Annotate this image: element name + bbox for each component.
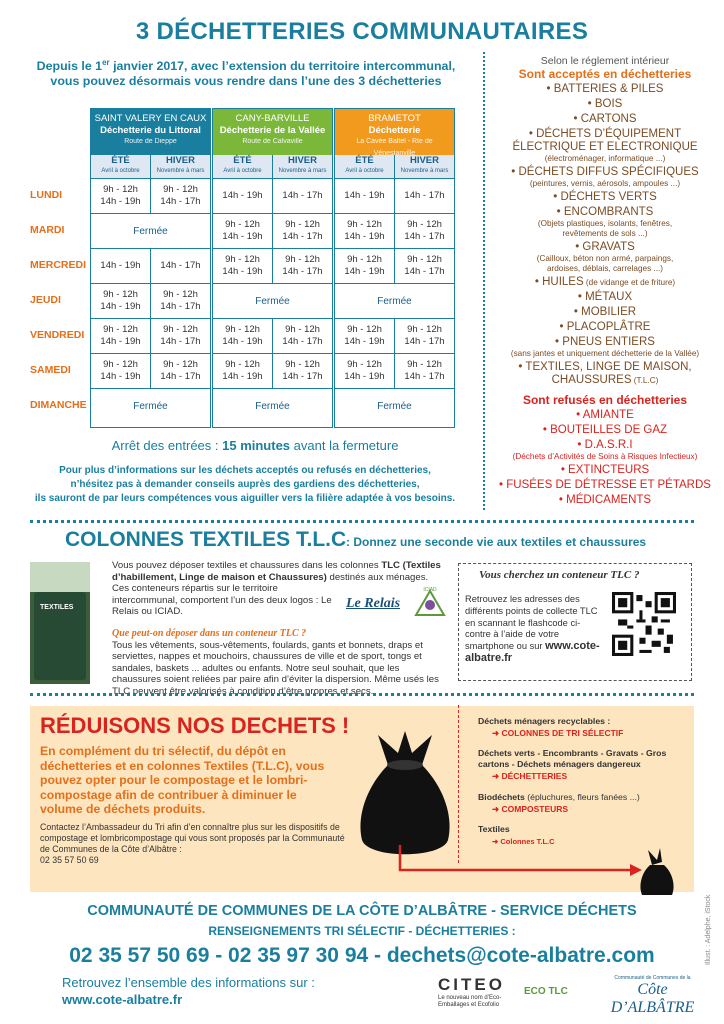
footer-subtitle: RENSEIGNEMENTS TRI SÉLECTIF - DÉCHETTERIES : (208, 924, 516, 938)
refused-item: • D.A.S.R.I (Déchets d’Activités de Soins à Risques Infectieux) (512, 439, 698, 461)
summer-hours: 9h - 12h 14h - 19h (344, 324, 385, 347)
schedule-row (335, 249, 454, 284)
season-header: ÉTÉ Avril à octobre HIVER Novembre à mars (213, 155, 332, 179)
ecotlc-logo: ECO TLC (524, 986, 568, 997)
ambassador-text: Contactez l’Ambassadeur du Tri afin d’en connaître plus sur les dispositifs de compostage et lombricompostage qui vous sont proposés par la Communauté de Communes de la Côte d’Albâtre : 02 35 57 50 69 (40, 822, 350, 866)
summer-hours: 9h - 12h 14h - 19h (100, 324, 141, 347)
winter-hours: 9h - 12h 14h - 17h (394, 214, 454, 248)
schedule-row (335, 214, 454, 249)
refused-item: • AMIANTE (576, 409, 634, 421)
summer-hours: 14h - 19h (100, 260, 141, 271)
accepted-item: • GRAVATS (Cailloux, béton non armé, parpaings, ardoises, déblais, carrelages ...) (536, 241, 674, 273)
winter-hours: 9h - 12h 14h - 17h (272, 319, 332, 353)
schedule-row (213, 319, 332, 354)
center-column (334, 108, 455, 428)
schedule-row (213, 389, 332, 424)
closed-label: Fermée (255, 401, 290, 412)
svg-text:ICIAD: ICIAD (423, 587, 437, 593)
winter-hours: 9h - 12h 14h - 17h (150, 179, 210, 213)
reduce-text: En complément du tri sélectif, du dépôt en déchetteries et en colonnes Textiles (T.L.C), vous pouvez opter pour le compostage et le lombri-compostage afin de contribuer à diminuer le volume de déchets produits. (40, 744, 325, 817)
day-label: SAMEDI (30, 364, 71, 376)
summer-hours: 9h - 12h 14h - 19h (344, 359, 385, 382)
center-column (212, 108, 333, 428)
winter-hours: 9h - 12h 14h - 17h (394, 354, 454, 388)
day-label: VENDREDI (30, 329, 85, 341)
accepted-item: • DÉCHETS VERTS (553, 191, 657, 203)
day-label: MERCREDI (30, 259, 87, 271)
vertical-divider (483, 52, 485, 510)
refused-title: Sont refusés en déchetteries (522, 393, 688, 407)
waste-flows: Déchets ménagers recyclables : ➜ COLONNES DE TRI SÉLECTIF Déchets verts - Encombrants - Gravats - Gros cartons - Déchets ménagers dangereux ➜ DÉCHETTERIES Biodéchets (épluchures, fleurs fanées ...) ➜ COMPOSTEURS Textiles ➜ Colonnes T.L.C (478, 716, 667, 846)
closed-label: Fermée (255, 295, 290, 307)
center-header: CANY-BARVILLE Déchetterie de la Vallée Route de Calvaville (213, 109, 332, 155)
qr-code-icon[interactable] (612, 592, 676, 656)
section-divider (30, 520, 694, 523)
accepted-item: • PNEUS ENTIERS (sans jantes et uniquement déchetterie de la Vallée) (510, 336, 700, 358)
accepted-item: • ENCOMBRANTS (Objets plastiques, isolants, fenêtres, revêtements de sols ...) (537, 206, 673, 238)
day-label: JEUDI (30, 294, 61, 306)
closed-label: Fermée (377, 295, 412, 307)
footer-title: COMMUNAUTÉ DE COMMUNES DE LA CÔTE D’ALBÂTRE - SERVICE DÉCHETS (87, 903, 637, 919)
more-info: Pour plus d’informations sur les déchets acceptés ou refusés en déchetteries, n’hésitez pas à demander conseils auprès des gardiens des déchetteries, ils sauront de par leurs compétences vous aiguiller vers la filière adaptée à vos besoins. (34, 465, 456, 504)
day-label: LUNDI (30, 189, 63, 201)
schedule-row (213, 354, 332, 389)
schedule-row (335, 389, 454, 424)
accepted-item: • BOIS (587, 98, 623, 110)
rules-intro: Selon le réglement intérieur (540, 55, 670, 67)
summer-hours: 14h - 19h (222, 190, 263, 201)
season-header: ÉTÉ Avril à octobre HIVER Novembre à mars (335, 155, 454, 179)
schedule-row (91, 354, 210, 389)
ambassador-phone: 02 35 57 50 69 (40, 855, 99, 865)
center-header: BRAMETOT Déchetterie La Cavée Baltel - Rte de Vénestanville (335, 109, 454, 155)
day-label: MARDI (30, 224, 65, 236)
schedule-row (213, 284, 332, 319)
page-title: 3 DÉCHETTERIES COMMUNAUTAIRES (135, 18, 589, 45)
schedule-row (91, 249, 210, 284)
schedule-row (91, 179, 210, 214)
summer-hours: 9h - 12h 14h - 19h (222, 324, 263, 347)
winter-hours: 9h - 12h 14h - 17h (272, 249, 332, 283)
day-label: DIMANCHE (30, 399, 87, 411)
refused-item: • BOUTEILLES DE GAZ (542, 424, 668, 436)
summer-hours: 9h - 12h 14h - 19h (344, 219, 385, 242)
contact-phones-email[interactable]: 02 35 57 50 69 - 02 35 97 30 94 - dechets@cote-albatre.com (69, 944, 655, 967)
summer-hours: 9h - 12h 14h - 19h (222, 219, 263, 242)
textiles-text: Vous pouvez déposer textiles et chaussures dans les colonnes TLC (Textiles d’habillement, Linge de maison et Chaussures) destinés aux ménages. Ces conteneurs répartis sur le territoire intercommunal, comportent l’un des deux logos : Le Relais ou ICIAD. Que peut-on déposer dans un conteneur TLC ? Tous les vêtements, sous-vêtements, foulards, gants et bonnets, draps et serviettes, nappes et mouchoirs, chaussures de ville et de sport, tongs et sandales, baskets ... adultes ou enfants. Notre seul souhait, que les chaussures soient reliées par paire afin d’éviter la dispersion. Même usés les TLC peuvent être valorisés à condition d’être propres et secs. (112, 560, 441, 697)
schedule-row (213, 214, 332, 249)
accepted-item: • CARTONS (573, 113, 637, 125)
refused-item: • MÉDICAMENTS (558, 494, 652, 506)
summer-hours: 14h - 19h (344, 190, 385, 201)
summer-hours: 9h - 12h 14h - 19h (100, 289, 141, 312)
schedule-row (91, 214, 210, 249)
accepted-item: • PLACOPLÂTRE (559, 321, 651, 333)
center-header: SAINT VALERY EN CAUX Déchetterie du Littoral Route de Dieppe (91, 109, 210, 155)
summer-hours: 9h - 12h 14h - 19h (100, 184, 141, 207)
reduce-title: RÉDUISONS NOS DECHETS ! (40, 713, 350, 738)
accepted-item: • DÉCHETS DIFFUS SPÉCIFIQUES (peintures, vernis, aérosols, ampoules ...) (511, 166, 699, 188)
rules-list (490, 55, 720, 507)
winter-hours: 9h - 12h 14h - 17h (272, 354, 332, 388)
summer-hours: 9h - 12h 14h - 19h (222, 359, 263, 382)
accepted-item: • TEXTILES, LINGE DE MAISON, CHAUSSURES (T.L.C) (518, 361, 692, 386)
winter-hours: 14h - 17h (394, 179, 454, 213)
schedule-row (335, 179, 454, 214)
winter-hours: 9h - 12h 14h - 17h (150, 354, 210, 388)
compost-arrow (380, 840, 690, 900)
summer-hours: 9h - 12h 14h - 19h (344, 254, 385, 277)
entry-stop-note: Arrêt des entrées : 15 minutes avant la fermeture (111, 438, 399, 453)
schedule-row (213, 179, 332, 214)
center-column (90, 108, 211, 428)
le-relais-logo: Le Relais (346, 596, 401, 611)
season-header: ÉTÉ Avril à octobre HIVER Novembre à mars (91, 155, 210, 179)
closed-label: Fermée (133, 401, 168, 412)
intro-text: Depuis le 1er janvier 2017, avec l’extension du territoire intercommunal, vous pouvez désormais vous rendre dans l’une des 3 déchetteries (36, 58, 456, 89)
accepted-item: • DÉCHETS D’ÉQUIPEMENT ÉLECTRIQUE ET ELECTRONIQUE (électroménager, informatique ...) (512, 128, 698, 163)
winter-hours: 14h - 17h (272, 179, 332, 213)
closed-label: Fermée (377, 401, 412, 412)
winter-hours: 9h - 12h 14h - 17h (272, 214, 332, 248)
schedule-row (335, 354, 454, 389)
textiles-title: COLONNES TEXTILES T.L.C (65, 528, 347, 551)
website-link[interactable]: www.cote-albatre.fr (465, 640, 600, 664)
textiles-subtitle: : Donnez une seconde vie aux textiles et chaussures (346, 535, 647, 549)
refused-item: • FUSÉES DE DÉTRESSE ET PÉTARDS (499, 479, 711, 491)
schedule-row (91, 284, 210, 319)
summer-hours: 9h - 12h 14h - 19h (222, 254, 263, 277)
illustration-credit: Illust. : Adelphe, iStock (705, 894, 712, 965)
cote-albatre-logo: Communauté de Communes de la Côte D’ALBÂTRE (610, 975, 695, 1016)
schedule-table (30, 108, 455, 428)
winter-hours: 9h - 12h 14h - 17h (150, 284, 210, 318)
accepted-title: Sont acceptés en déchetteries (518, 67, 692, 81)
refused-item: • EXTINCTEURS (560, 464, 650, 476)
section-divider (30, 693, 694, 696)
iciad-logo (412, 585, 448, 619)
schedule-row (91, 319, 210, 354)
summer-hours: 9h - 12h 14h - 19h (100, 359, 141, 382)
schedule-row (91, 389, 210, 424)
citeo-logo: CITEO Le nouveau nom d’Eco-Emballages et Ecofolio (438, 975, 505, 1008)
winter-hours: 9h - 12h 14h - 17h (394, 249, 454, 283)
closed-label: Fermée (133, 225, 168, 237)
schedule-row (213, 249, 332, 284)
accepted-item: • HUILES (de vidange et de friture) (534, 276, 676, 288)
schedule-row (335, 284, 454, 319)
textile-bin-photo: TEXTILES (30, 562, 90, 684)
footer-info-text: Retrouvez l’ensemble des informations sur : (62, 975, 315, 990)
footer-website-link[interactable]: www.cote-albatre.fr (62, 992, 183, 1007)
schedule-row (335, 319, 454, 354)
accepted-item: • MÉTAUX (577, 291, 633, 303)
tlc-finder-box: Vous cherchez un conteneur TLC ? Retrouvez les adresses des différents points de collecte TLC en scannant le flashcode ci-contre à l’aide de votre smartphone ou sur www.cote-albatre.fr (458, 563, 692, 681)
winter-hours: 14h - 17h (150, 249, 210, 283)
accepted-item: • BATTERIES & PILES (546, 83, 664, 95)
winter-hours: 9h - 12h 14h - 17h (394, 319, 454, 353)
accepted-item: • MOBILIER (573, 306, 637, 318)
winter-hours: 9h - 12h 14h - 17h (150, 319, 210, 353)
